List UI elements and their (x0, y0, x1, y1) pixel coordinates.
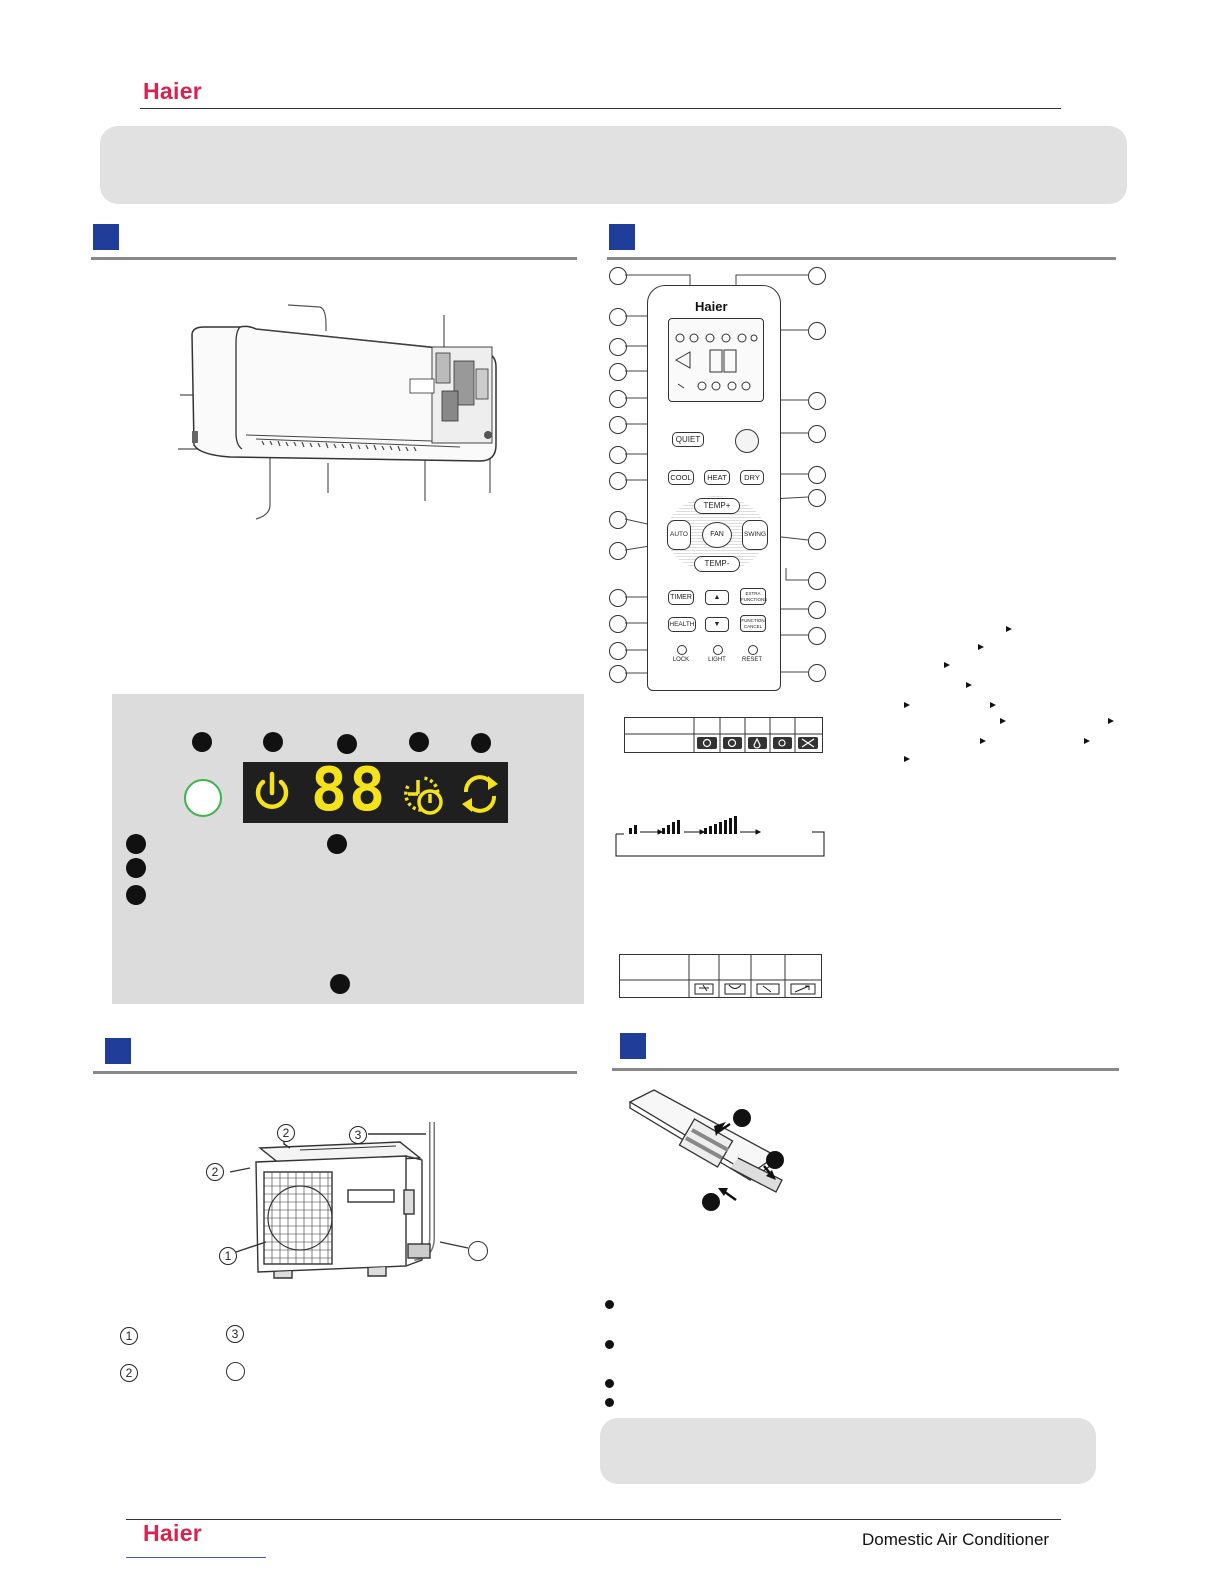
timer-icon (398, 770, 446, 818)
temperature-digits: 88 (310, 755, 388, 825)
section-rule-indoor (91, 257, 577, 260)
section-marker-battery (620, 1033, 646, 1059)
marker-dot (409, 732, 429, 752)
swing-cycle-icon (456, 770, 504, 818)
note-bullet (605, 1379, 614, 1388)
remote-lcd-symbols (672, 330, 758, 396)
outdoor-label-2a: 2 (277, 1124, 295, 1142)
battery-step-dot (733, 1109, 751, 1127)
title-banner (100, 126, 1127, 204)
remote-button-function-cancel[interactable]: FUNCTION CANCEL (740, 615, 766, 632)
marker-dot (337, 734, 357, 754)
footer-product: Domestic Air Conditioner (862, 1530, 1050, 1549)
legend-dot (327, 834, 347, 854)
legend-dot (330, 974, 350, 994)
remote-label-lock: LOCK (672, 657, 690, 663)
arrow-markers (880, 620, 1120, 770)
remote-button-swing[interactable]: SWING (742, 520, 768, 550)
remote-button-temp-up[interactable]: TEMP+ (694, 498, 740, 514)
remote-button-lock[interactable] (677, 645, 687, 655)
legend-4 (226, 1362, 245, 1381)
indoor-unit-illustration (170, 295, 510, 525)
outdoor-unit-illustration (200, 1118, 500, 1288)
remote-button-fan[interactable]: FAN (702, 522, 732, 548)
legend-dot (126, 858, 146, 878)
note-banner (600, 1418, 1096, 1484)
remote-label-light: LIGHT (708, 657, 726, 663)
legend-2: 2 (120, 1364, 138, 1382)
remote-button-light[interactable] (713, 645, 723, 655)
remote-button-temp-down[interactable]: TEMP- (694, 556, 740, 572)
header-logo: Haier (143, 78, 203, 104)
mode-table-grid (624, 717, 822, 752)
remote-button-dry[interactable]: DRY (740, 470, 764, 485)
footer-link-underline (126, 1557, 266, 1558)
legend-3: 3 (226, 1325, 244, 1343)
outdoor-label-2b: 2 (206, 1163, 224, 1181)
remote-button-reset[interactable] (748, 645, 758, 655)
section-marker-indoor (93, 224, 119, 250)
section-rule-outdoor (93, 1071, 577, 1074)
remote-button-auto[interactable]: AUTO (667, 520, 691, 550)
remote-label-reset: RESET (741, 657, 762, 663)
remote-button-up[interactable]: ▲ (705, 590, 729, 605)
legend-dot (126, 885, 146, 905)
note-bullet (605, 1340, 614, 1349)
outdoor-label-1: 1 (219, 1247, 237, 1265)
outdoor-label-4 (468, 1241, 488, 1261)
remote-button-extra-functions[interactable]: EXTRA FUNCTIONS (740, 588, 766, 605)
marker-dot (192, 732, 212, 752)
outdoor-label-3: 3 (349, 1126, 367, 1144)
remote-button-heat[interactable]: HEAT (704, 470, 730, 485)
remote-button-health[interactable]: HEALTH (668, 617, 696, 632)
function-table (619, 954, 823, 999)
footer-rule (126, 1519, 1061, 1520)
section-rule-battery (612, 1068, 1119, 1071)
power-icon (250, 768, 294, 818)
remote-button-quiet[interactable]: QUIET (672, 432, 704, 447)
section-marker-outdoor (105, 1038, 131, 1064)
battery-step-dot (702, 1193, 720, 1211)
legend-1: 1 (120, 1327, 138, 1345)
fan-speed-diagram (612, 812, 828, 860)
note-bullet (605, 1300, 614, 1309)
remote-button-down[interactable]: ▼ (705, 617, 729, 632)
battery-step-dot (766, 1151, 784, 1169)
marker-dot (471, 733, 491, 753)
remote-button-timer[interactable]: TIMER (668, 590, 694, 605)
remote-power-button[interactable] (735, 429, 759, 453)
note-bullet (605, 1398, 614, 1407)
header-rule (140, 108, 1061, 109)
remote-button-cool[interactable]: COOL (668, 470, 694, 485)
footer-logo: Haier (143, 1520, 203, 1546)
legend-dot (126, 834, 146, 854)
section-marker-remote (609, 224, 635, 250)
marker-dot (263, 732, 283, 752)
remote-brand-logo: Haier (695, 299, 728, 314)
receiver-led-indicator (184, 779, 222, 817)
